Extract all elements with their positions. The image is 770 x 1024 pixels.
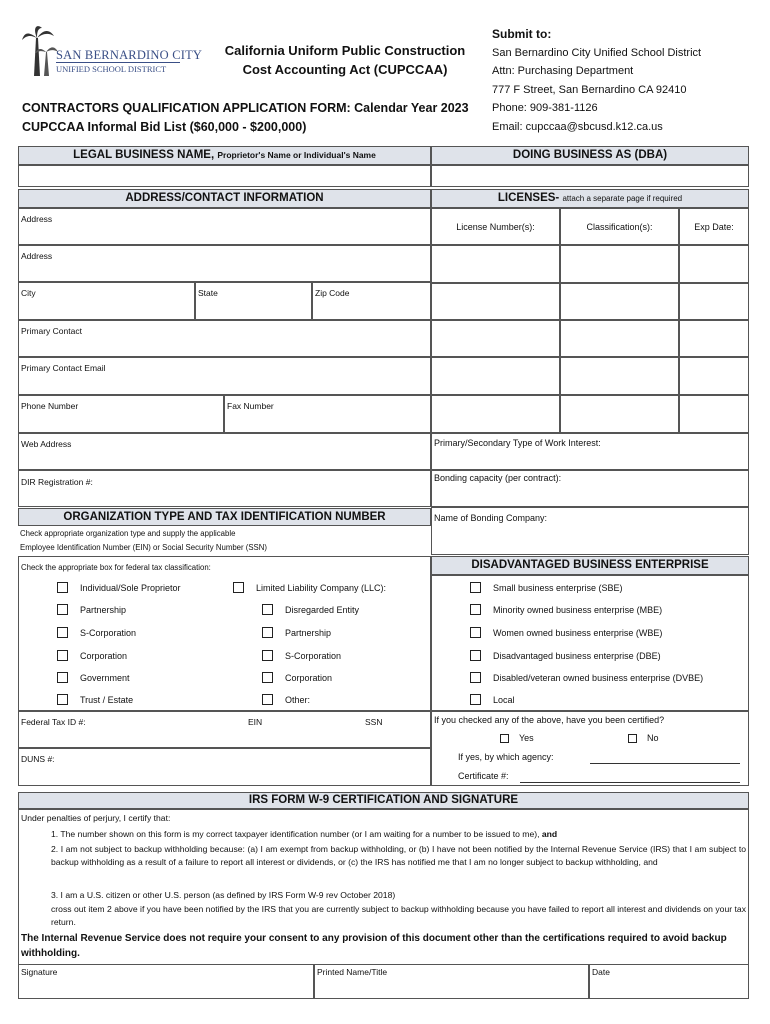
w9-crossout: cross out item 2 above if you have been notified by the IRS that you are currently subject to backup withholding because you have failed to report all interest and dividends on your tax return. — [51, 904, 746, 928]
w9-consent: The Internal Revenue Service does not require your consent to any provision of this document other than the certifications required to avoid backup withholding. — [21, 933, 727, 959]
license-number-input[interactable] — [431, 357, 560, 395]
classification-input[interactable] — [560, 283, 679, 320]
bonding-company-field[interactable]: Name of Bonding Company: — [431, 507, 749, 555]
org-option-corporation[interactable]: Corporation — [57, 650, 127, 661]
dbe-header: DISADVANTAGED BUSINESS ENTERPRISE — [431, 556, 749, 575]
submit-title: Submit to: — [492, 27, 552, 41]
logo-text-1: SAN BERNARDINO CITY — [56, 48, 203, 62]
agency-label: If yes, by which agency: — [458, 752, 554, 762]
w9-item-1: 1. The number shown on this form is my correct taxpayer identification number (or I am waiting for a number to be issued to me), and — [51, 829, 558, 839]
checkbox[interactable] — [57, 650, 68, 661]
certificate-input[interactable] — [520, 771, 740, 783]
legal-name-input[interactable] — [18, 165, 431, 187]
w9-item-2: 2. I am not subject to backup withholding because: (a) I am exempt from backup withholding, or (b) I have not been notified by the Internal Revenue Service (IRS) that I am subject to backup withholding as a result of a failure to report all interest or dividends, or (c) the IRS has notified me that I am no longer subject to backup withholding, and — [51, 844, 746, 868]
fax-field[interactable]: Fax Number — [224, 395, 431, 433]
printed-name-field[interactable]: Printed Name/Title — [314, 964, 589, 999]
primary-contact-field[interactable]: Primary Contact — [18, 320, 431, 357]
checkbox[interactable] — [57, 672, 68, 683]
submit-line: Phone: 909-381-1126 — [492, 102, 598, 115]
org-type-header: ORGANIZATION TYPE AND TAX IDENTIFICATION NUMBER — [18, 508, 431, 526]
org-option-trust-estate[interactable]: Trust / Estate — [57, 694, 133, 705]
exp-date-header: Exp Date: — [679, 208, 749, 245]
address1-field[interactable]: Address — [18, 208, 431, 245]
licenses-header: LICENSES- attach a separate page if required — [431, 189, 749, 208]
dbe-option-mbe[interactable]: Minority owned business enterprise (MBE) — [470, 604, 662, 615]
org-option-llc[interactable]: Limited Liability Company (LLC): — [233, 582, 386, 593]
list-title: CUPCCAA Informal Bid List ($60,000 - $200,000) — [22, 120, 307, 134]
certified-yes[interactable]: Yes — [500, 733, 534, 743]
w9-intro: Under penalties of perjury, I certify that: — [21, 813, 171, 823]
w9-item-3: 3. I am a U.S. citizen or other U.S. person (as defined by IRS Form W-9 rev October 2018) — [51, 890, 396, 900]
checkbox[interactable] — [470, 627, 481, 638]
submit-line: Attn: Purchasing Department — [492, 65, 634, 78]
certified-no[interactable]: No — [628, 733, 659, 743]
submit-to-block — [492, 25, 762, 137]
checkbox[interactable] — [57, 627, 68, 638]
exp-date-input[interactable] — [679, 395, 749, 433]
classification-input[interactable] — [560, 395, 679, 433]
llc-option-corporation[interactable]: Corporation — [262, 672, 332, 683]
checkbox[interactable] — [470, 604, 481, 615]
work-interest-field[interactable]: Primary/Secondary Type of Work Interest: — [431, 433, 749, 470]
license-number-input[interactable] — [431, 395, 560, 433]
org-option-government[interactable]: Government — [57, 672, 130, 683]
llc-option-other[interactable]: Other: — [262, 694, 310, 705]
federal-tax-id-field[interactable]: Federal Tax ID #: EIN SSN — [18, 711, 431, 748]
checkbox[interactable] — [262, 672, 273, 683]
dbe-option-dvbe[interactable]: Disabled/veteran owned business enterprise (DVBE) — [470, 672, 703, 683]
submit-line: Email: cupccaa@sbcusd.k12.ca.us — [492, 120, 663, 133]
dbe-option-wbe[interactable]: Women owned business enterprise (WBE) — [470, 627, 662, 638]
bonding-capacity-field[interactable]: Bonding capacity (per contract): — [431, 470, 749, 507]
district-logo — [22, 24, 203, 82]
legal-name-header: LEGAL BUSINESS NAME, Proprietor's Name or Individual's Name — [18, 146, 431, 165]
checkbox[interactable] — [262, 627, 273, 638]
phone-field[interactable]: Phone Number — [18, 395, 224, 433]
act-title-line1: California Uniform Public Construction — [224, 43, 466, 58]
checkbox[interactable] — [500, 734, 509, 743]
dbe-option-sbe[interactable]: Small business enterprise (SBE) — [470, 582, 623, 593]
city-field[interactable]: City — [18, 282, 195, 320]
checkbox[interactable] — [262, 604, 273, 615]
checkbox[interactable] — [470, 650, 481, 661]
duns-field[interactable]: DUNS #: — [18, 748, 431, 786]
primary-email-field[interactable]: Primary Contact Email — [18, 357, 431, 395]
checkbox[interactable] — [262, 694, 273, 705]
dir-registration-field[interactable]: DIR Registration #: — [18, 470, 431, 507]
w9-body — [18, 809, 749, 964]
llc-option-s-corporation[interactable]: S-Corporation — [262, 650, 341, 661]
zip-field[interactable]: Zip Code — [312, 282, 431, 320]
w9-header: IRS FORM W-9 CERTIFICATION AND SIGNATURE — [18, 792, 749, 809]
dba-header: DOING BUSINESS AS (DBA) — [431, 146, 749, 165]
address2-field[interactable]: Address — [18, 245, 431, 282]
org-note-2: Employee Identification Number (EIN) or Social Security Number (SSN) — [20, 543, 267, 552]
org-option-s-corporation[interactable]: S-Corporation — [57, 627, 136, 638]
org-note-1: Check appropriate organization type and supply the applicable — [20, 529, 236, 538]
org-option-partnership[interactable]: Partnership — [57, 604, 126, 615]
checkbox[interactable] — [57, 582, 68, 593]
checkbox[interactable] — [233, 582, 244, 593]
checkbox[interactable] — [470, 694, 481, 705]
classification-input[interactable] — [560, 357, 679, 395]
act-title-line2: Cost Accounting Act (CUPCCAA) — [242, 62, 448, 77]
dbe-option-dbe[interactable]: Disadvantaged business enterprise (DBE) — [470, 650, 661, 661]
license-number-input[interactable] — [431, 283, 560, 320]
checkbox[interactable] — [470, 672, 481, 683]
form-title: CONTRACTORS QUALIFICATION APPLICATION FORM: Calendar Year 2023 — [22, 101, 469, 115]
dbe-option-local[interactable]: Local — [470, 694, 515, 705]
org-type-box: Check the appropriate box for federal tax classification: — [18, 556, 431, 711]
certified-question: If you checked any of the above, have you been certified? — [434, 715, 665, 725]
date-field[interactable]: Date — [589, 964, 749, 999]
submit-line: 777 F Street, San Bernardino CA 92410 — [492, 83, 687, 96]
license-number-header: License Number(s): — [431, 208, 560, 245]
classification-header: Classification(s): — [560, 208, 679, 245]
classification-input[interactable] — [560, 320, 679, 357]
classification-input[interactable] — [560, 245, 679, 283]
checkbox[interactable] — [628, 734, 637, 743]
checkbox[interactable] — [57, 604, 68, 615]
logo-text-2: UNIFIED SCHOOL DISTRICT — [56, 64, 167, 74]
dba-input[interactable] — [431, 165, 749, 187]
llc-option-disregarded[interactable]: Disregarded Entity — [262, 604, 359, 615]
web-address-field[interactable]: Web Address — [18, 433, 431, 470]
dbe-box — [431, 575, 749, 711]
certificate-label: Certificate #: — [458, 771, 509, 781]
checkbox[interactable] — [57, 694, 68, 705]
checkbox[interactable] — [262, 650, 273, 661]
address-contact-header: ADDRESS/CONTACT INFORMATION — [18, 189, 431, 208]
checkbox[interactable] — [470, 582, 481, 593]
license-number-input[interactable] — [431, 245, 560, 283]
llc-option-partnership[interactable]: Partnership — [262, 627, 331, 638]
org-option-individual[interactable]: Individual/Sole Proprietor — [57, 582, 181, 593]
exp-date-input[interactable] — [679, 245, 749, 283]
exp-date-input[interactable] — [679, 357, 749, 395]
state-field[interactable]: State — [195, 282, 312, 320]
exp-date-input[interactable] — [679, 320, 749, 357]
exp-date-input[interactable] — [679, 283, 749, 320]
submit-line: San Bernardino City Unified School District — [492, 46, 702, 59]
agency-input[interactable] — [590, 752, 740, 764]
signature-field[interactable]: Signature — [18, 964, 314, 999]
license-number-input[interactable] — [431, 320, 560, 357]
